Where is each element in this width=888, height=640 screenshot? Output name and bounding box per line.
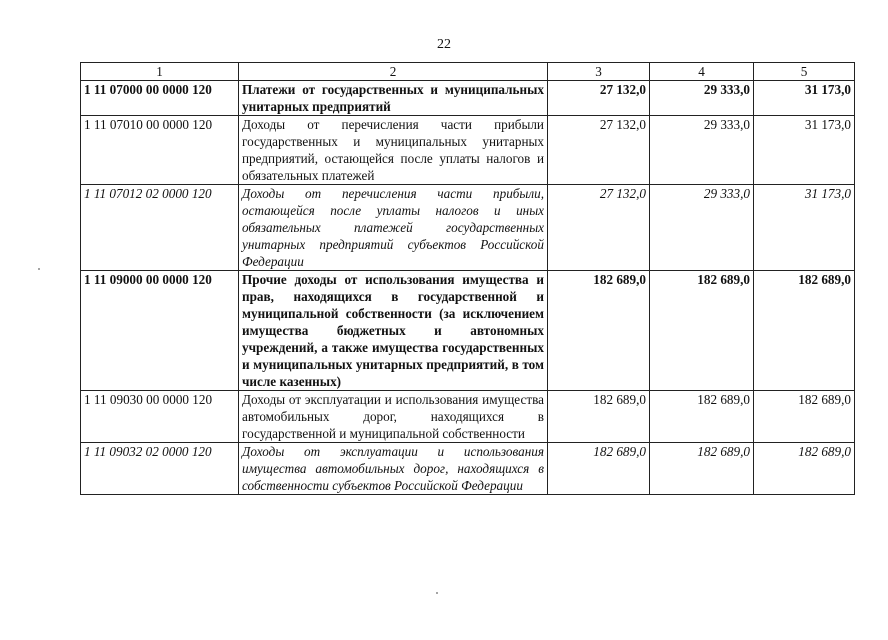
table-row bbox=[81, 391, 855, 443]
budget-code-cell: 1 11 07010 00 0000 120 bbox=[81, 116, 239, 185]
value-col-4-cell: 182 689,0 bbox=[650, 271, 754, 391]
header-row bbox=[81, 63, 855, 81]
header-col-3: 3 bbox=[548, 63, 650, 81]
value-col-5-cell: 182 689,0 bbox=[754, 271, 855, 391]
scan-speck bbox=[38, 268, 40, 270]
budget-code-cell: 1 11 07012 02 0000 120 bbox=[81, 185, 239, 271]
table-row bbox=[81, 443, 855, 495]
value-col-3-cell: 27 132,0 bbox=[548, 116, 650, 185]
table-row bbox=[81, 81, 855, 116]
value-col-4-cell: 29 333,0 bbox=[650, 81, 754, 116]
header-col-2: 2 bbox=[239, 63, 548, 81]
budget-revenue-table bbox=[80, 62, 855, 495]
revenue-name-cell: Прочие доходы от использования имущества и прав, находящихся в государственной и муниципальной собственности (за исключением имущества бюджетных и автономных учреждений, а также имущества государственных и муниципальных унитарных предприятий, в том числе казенных) bbox=[239, 271, 548, 391]
value-col-3-cell: 182 689,0 bbox=[548, 271, 650, 391]
revenue-name-cell: Доходы от перечисления части прибыли государственных и муниципальных унитарных предприятий, остающейся после уплаты налогов и обязательных платежей bbox=[239, 116, 548, 185]
value-col-4-cell: 182 689,0 bbox=[650, 443, 754, 495]
table-row bbox=[81, 185, 855, 271]
budget-code-cell: 1 11 09030 00 0000 120 bbox=[81, 391, 239, 443]
header-col-5: 5 bbox=[754, 63, 855, 81]
value-col-4-cell: 29 333,0 bbox=[650, 185, 754, 271]
value-col-3-cell: 182 689,0 bbox=[548, 443, 650, 495]
page-number: 22 bbox=[437, 37, 451, 52]
value-col-4-cell: 182 689,0 bbox=[650, 391, 754, 443]
budget-code-cell: 1 11 09000 00 0000 120 bbox=[81, 271, 239, 391]
value-col-3-cell: 27 132,0 bbox=[548, 185, 650, 271]
value-col-5-cell: 182 689,0 bbox=[754, 391, 855, 443]
table-row bbox=[81, 271, 855, 391]
value-col-5-cell: 182 689,0 bbox=[754, 443, 855, 495]
value-col-3-cell: 182 689,0 bbox=[548, 391, 650, 443]
revenue-name-cell: Доходы от эксплуатации и использования имущества автомобильных дорог, находящихся в собственности субъектов Российской Федерации bbox=[239, 443, 548, 495]
budget-code-cell: 1 11 07000 00 0000 120 bbox=[81, 81, 239, 116]
table-row bbox=[81, 116, 855, 185]
revenue-name-cell: Доходы от перечисления части прибыли, остающейся после уплаты налогов и иных обязательных платежей государственных унитарных предприятий субъектов Российской Федерации bbox=[239, 185, 548, 271]
revenue-name-cell: Платежи от государственных и муниципальных унитарных предприятий bbox=[239, 81, 548, 116]
header-col-4: 4 bbox=[650, 63, 754, 81]
scan-speck bbox=[436, 592, 438, 594]
budget-code-cell: 1 11 09032 02 0000 120 bbox=[81, 443, 239, 495]
value-col-5-cell: 31 173,0 bbox=[754, 185, 855, 271]
value-col-4-cell: 29 333,0 bbox=[650, 116, 754, 185]
value-col-5-cell: 31 173,0 bbox=[754, 81, 855, 116]
value-col-3-cell: 27 132,0 bbox=[548, 81, 650, 116]
header-col-1: 1 bbox=[81, 63, 239, 81]
value-col-5-cell: 31 173,0 bbox=[754, 116, 855, 185]
revenue-name-cell: Доходы от эксплуатации и использования имущества автомобильных дорог, находящихся в государственной и муниципальной собственности bbox=[239, 391, 548, 443]
